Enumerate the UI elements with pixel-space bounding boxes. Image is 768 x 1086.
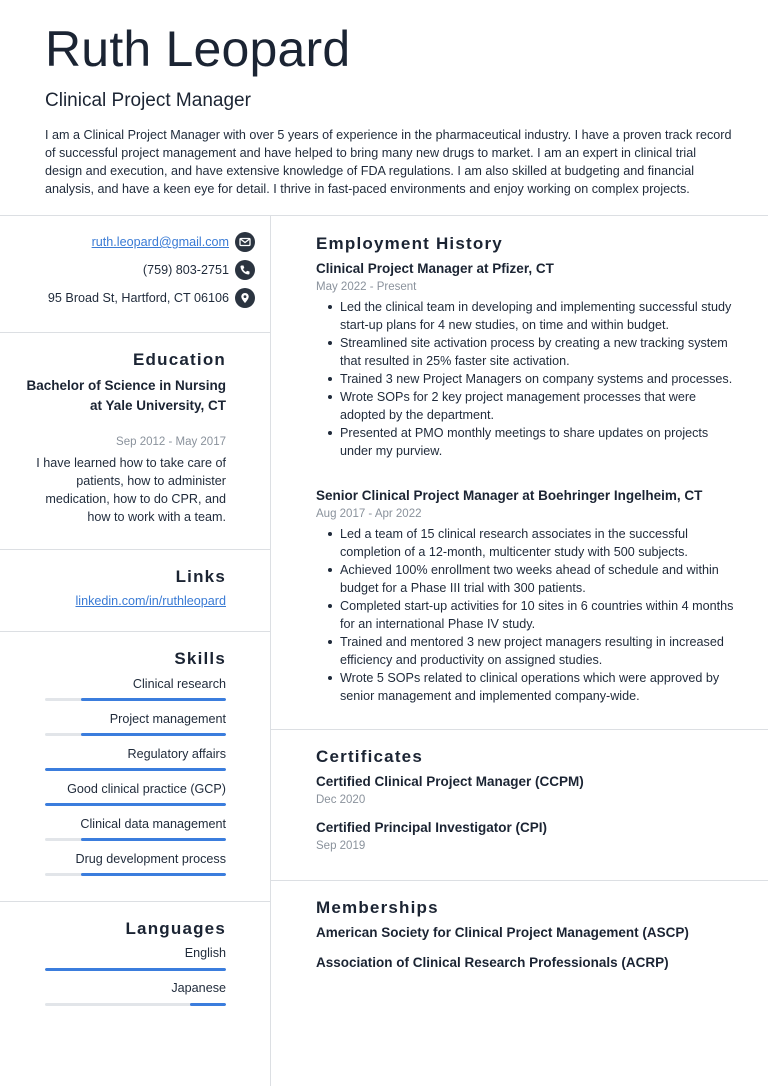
contact-email-row — [92, 231, 255, 253]
skill-level-bar — [45, 733, 226, 736]
skills-heading: Skills — [174, 649, 226, 668]
phone-icon — [235, 260, 255, 280]
skill-level-fill — [45, 768, 226, 771]
left-divider — [0, 631, 270, 632]
skill-label: Good clinical practice (GCP) — [67, 782, 226, 796]
skill-level-bar — [45, 698, 226, 701]
job-bullets — [340, 525, 735, 705]
right-divider — [271, 880, 768, 881]
skill-level-fill — [81, 698, 226, 701]
contact-phone-row — [143, 259, 255, 281]
education-dates: Sep 2012 - May 2017 — [116, 436, 226, 448]
language-level-bar — [45, 968, 226, 971]
education-degree: Bachelor of Science in Nursing at Yale University, CT — [26, 378, 226, 413]
job-dates: Aug 2017 - Apr 2022 — [316, 508, 422, 520]
skill-label: Project management — [109, 712, 226, 726]
membership-item: Association of Clinical Research Professionals (ACRP) — [316, 955, 669, 970]
column-divider — [270, 216, 271, 1086]
email-link[interactable]: ruth.leopard@gmail.com — [91, 235, 229, 249]
skill-level-bar — [45, 838, 226, 841]
candidate-name: Ruth Leopard — [45, 21, 351, 77]
job-bullet: Wrote SOPs for 2 key project management processes that were adopted by the department. — [340, 388, 735, 424]
employment-heading: Employment History — [316, 234, 503, 253]
memberships-heading: Memberships — [316, 898, 439, 917]
job-bullet: Trained 3 new Project Managers on company systems and processes. — [340, 370, 735, 388]
language-label: Japanese — [171, 981, 226, 995]
job-bullet: Streamlined site activation process by creating a new tracking system that resulted in 25% faster site activation. — [340, 334, 735, 370]
left-divider — [0, 332, 270, 333]
language-level-fill — [190, 1003, 226, 1006]
linkedin-link[interactable]: linkedin.com/in/ruthleopard — [75, 594, 226, 608]
links-heading: Links — [175, 567, 226, 586]
job-title: Senior Clinical Project Manager at Boehringer Ingelheim, CT — [316, 488, 703, 503]
job-bullet: Wrote 5 SOPs related to clinical operations which were approved by senior management and implemented company-wide. — [340, 669, 735, 705]
education-description: I have learned how to take care of patients, how to administer medication, how to do CPR, and how to work with a team. — [36, 456, 226, 524]
job-title: Clinical Project Manager at Pfizer, CT — [316, 261, 554, 276]
skill-label: Regulatory affairs — [127, 747, 226, 761]
certificates-heading: Certificates — [316, 747, 423, 766]
education-heading: Education — [133, 350, 226, 369]
skill-level-fill — [81, 873, 226, 876]
job-bullet: Completed start-up activities for 10 sites in 6 countries within 4 months for an international Phase IV study. — [340, 599, 734, 631]
skill-level-bar — [45, 873, 226, 876]
languages-heading: Languages — [125, 919, 226, 938]
skill-level-fill — [81, 733, 226, 736]
skill-label: Drug development process — [75, 852, 226, 866]
profile-summary: I am a Clinical Project Manager with over 5 years of experience in the pharmaceutical industry. I have a proven track record of successful project management and have helped to bring many new drugs to market. I am an expert in clinical trial design and execution, and have extensive knowledge of FDA regulations. I am also skilled at budgeting and financial analysis, and have a keen eye for detail. I thrive in fast-paced environments and enjoy working on complex projects. — [45, 128, 732, 196]
skill-label: Clinical research — [132, 677, 226, 691]
language-level-bar — [45, 1003, 226, 1006]
job-bullet: Presented at PMO monthly meetings to share updates on projects under my purview. — [340, 424, 735, 460]
address-text: 95 Broad St, Hartford, CT 06106 — [47, 291, 229, 305]
envelope-icon — [235, 232, 255, 252]
job-bullet: Trained and mentored 3 new project managers resulting in increased efficiency and productivity on assigned studies. — [340, 633, 735, 669]
job-bullet: Achieved 100% enrollment two weeks ahead of schedule and within budget for a Phase III trial with 300 patients. — [340, 561, 735, 597]
job-bullets — [340, 298, 735, 460]
language-level-fill — [45, 968, 226, 971]
job-dates: May 2022 - Present — [316, 281, 417, 293]
candidate-role: Clinical Project Manager — [45, 90, 251, 111]
language-label: English — [184, 946, 226, 960]
skill-level-bar — [45, 768, 226, 771]
job-bullet: Led the clinical team in developing and implementing successful study start-up plans for 4 new studies, on time and within budget. — [340, 298, 735, 334]
left-divider — [0, 549, 270, 550]
map-pin-icon — [235, 288, 255, 308]
resume-header — [0, 0, 768, 216]
skill-level-bar — [45, 803, 226, 806]
phone-number: (759) 803-2751 — [142, 263, 229, 277]
certificate-name: Certified Principal Investigator (CPI) — [316, 820, 548, 835]
skill-level-fill — [45, 803, 226, 806]
skill-label: Clinical data management — [80, 817, 226, 831]
left-divider — [0, 901, 270, 902]
job-bullet: Led a team of 15 clinical research associates in the successful completion of a 12-month, multicenter study with 500 subjects. — [340, 525, 735, 561]
right-divider — [271, 729, 768, 730]
certificate-name: Certified Clinical Project Manager (CCPM) — [316, 774, 584, 789]
certificate-date: Dec 2020 — [316, 794, 366, 806]
skill-level-fill — [81, 838, 226, 841]
certificate-date: Sep 2019 — [316, 840, 366, 852]
contact-address-row — [48, 287, 255, 309]
membership-item: American Society for Clinical Project Management (ASCP) — [316, 925, 689, 940]
